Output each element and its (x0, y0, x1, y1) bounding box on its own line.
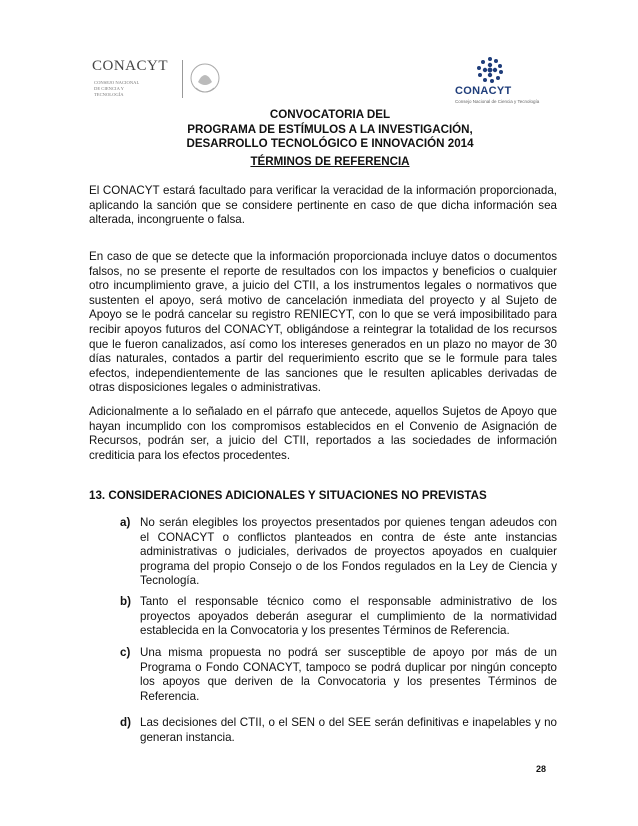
list-item-text: No serán elegibles los proyectos presentados por quienes tengan adeudos con el CONACYT o conflictos planteados en contra de éste ante instancias administrativas o judiciales, derivados de proyectos apoyados en cualquier programa del propio Consejo o de los Fondos regulados en la Ley de Ciencia y Tecnología. (140, 516, 557, 588)
title-line-2: PROGRAMA DE ESTÍMULOS A LA INVESTIGACIÓN, (187, 122, 473, 136)
list-item-label: a) (120, 516, 131, 529)
title-line-3: DESARROLLO TECNOLÓGICO E INNOVACIÓN 2014 (186, 137, 474, 150)
list-item-label: d) (120, 716, 131, 729)
title-line-1: CONVOCATORIA DEL (269, 108, 391, 121)
paragraph-1: El CONACYT estará facultado para verificar la veracidad de la información proporcionada, aplicando la sanción que se considere pertinente en caso de que dicha información sea alterada, incongruente o falsa. (89, 184, 557, 227)
list-item (120, 516, 557, 589)
paragraph-2: En caso de que se detecte que la información proporcionada incluye datos o documentos falsos, no se presente el reporte de resultados con los impactos y beneficios o cualquier otro incumplimiento grave, a juicio del CTII, a los instrumentos legales o normativos que sustenten el apoyo, será motivo de cancelación inmediata del proyecto y al Sujeto de Apoyo se le podrá cancelar su registro RENIECYT, con lo que se verá imposibilitado para recibir apoyos futuros del CONACYT, obligándose a reintegrar la totalidad de los recursos que le fueron canalizados, así como los intereses generados en un plazo no mayor de 30 días naturales, contados a partir del requerimiento escrito que se le formule para tales efectos, independientemente de las sanciones que le resulten aplicables derivadas de otras disposiciones legales o administrativas. (89, 250, 557, 395)
conacyt-logo-left (92, 58, 222, 106)
conacyt-globe-icon (475, 55, 505, 85)
logo-right-tagline: Consejo Nacional de Ciencia y Tecnología (455, 99, 540, 104)
list-item-text: Las decisiones del CTII, o el SEN o del SEE serán definitivas e inapelables y no generan instancia. (140, 716, 557, 744)
list-item (120, 646, 557, 704)
mexico-seal-icon (188, 60, 222, 100)
conacyt-logo-right (455, 55, 545, 105)
paragraph-3: Adicionalmente a lo señalado en el párrafo que antecede, aquellos Sujetos de Apoyo que hayan incumplido con los compromisos establecidos en el Convenio de Asignación de Recursos, podrán ser, a juicio del CTII, reportados a las sociedades de información crediticia para los efectos procedentes. (89, 405, 557, 462)
list-item-label: c) (120, 646, 131, 659)
logo-left-subtitle: CONSEJO NACIONAL DE CIENCIA Y TECNOLOGÍA (94, 80, 140, 97)
list-item-label: b) (120, 595, 131, 608)
logo-left-brand: CONACYT (92, 58, 169, 74)
page-number: 28 (536, 764, 547, 774)
section-heading: 13. CONSIDERACIONES ADICIONALES Y SITUACIONES NO PREVISTAS (89, 489, 487, 502)
logo-divider (182, 60, 183, 98)
document-title (110, 108, 550, 152)
list-item-text: Una misma propuesta no podrá ser susceptible de apoyo por más de un Programa o Fondo CONACYT, tampoco se podrá duplicar por ningún concepto los apoyos que deriven de la Convocatoria y los presentes Términos de Referencia. (140, 646, 557, 703)
terms-heading: TÉRMINOS DE REFERENCIA (250, 155, 410, 168)
logo-right-name: CONACYT (455, 85, 512, 97)
list-item (120, 716, 557, 745)
list-item (120, 595, 557, 639)
list-item-text: Tanto el responsable técnico como el responsable administrativo de los proyectos apoyados deberán asegurar el cumplimiento de la normatividad establecida en la Convocatoria y los presentes Términos de Referencia. (140, 595, 557, 638)
